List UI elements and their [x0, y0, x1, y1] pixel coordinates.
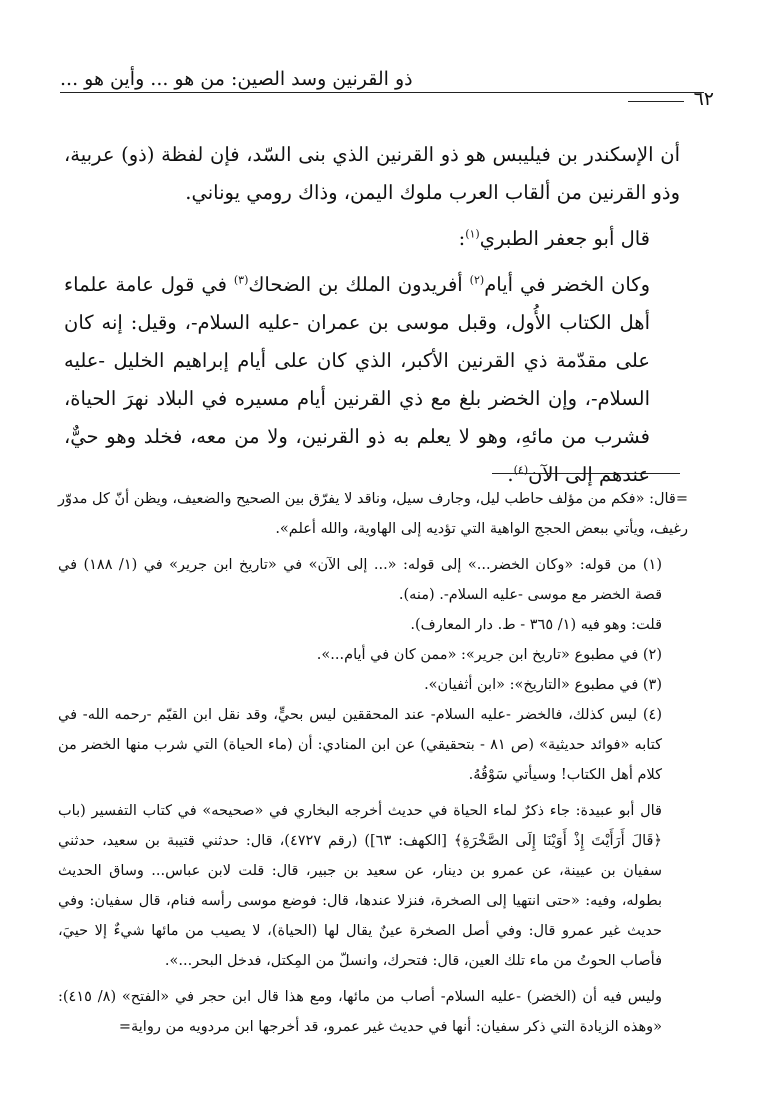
page-number-rule [628, 101, 684, 102]
footnotes [58, 484, 688, 1042]
paragraph-3-a: وكان الخضر في أيام [484, 273, 651, 296]
footnote-ref-4[interactable]: (٤) [513, 463, 529, 477]
footnote-continuation: =قال: «فكم من مؤلف حاطب ليل، وجارف سيل، وناقد لا يفرّق بين الصحيح والضعيف، ويظن أنّ كل مدوّر رغيف، ويأتي ببعض الحجج الواهية التي تؤديه إلى الهاوية، والله أعلم». [58, 491, 688, 537]
footnote-separator [492, 473, 680, 474]
paragraph-3-end: . [507, 463, 514, 486]
paragraph-3-c: في قول عامة علماء أهل الكتاب الأُول، وقبل موسى بن عمران -عليه السلام-، وقيل: إنه كان على مقدّمة ذي القرنين الأكبر، الذي كان على أيام إبراهيم الخليل -عليه السلام-، وإن الخضر بلغ مع ذي القرنين أيام مسيره في البلاد نهرَ الحياة، فشرب من مائهِ، وهو لا يعلم به ذو القرنين، ولا من معه، فخلد وهو حيٌّ، عندهم إلى الآن [64, 273, 650, 486]
footnote-2: (٢) في مطبوع «تاريخ ابن جرير»: «ممن كان في أيام...». [316, 647, 662, 663]
footnote-1: (١) من قوله: «وكان الخضر...» إلى قوله: «... إلى الآن» في «تاريخ ابن جرير» في (١/ ١٨٨) في قصة الخضر مع موسى -عليه السلام-. (منه). [58, 557, 662, 603]
footnote-ref-3[interactable]: (٣) [233, 273, 249, 287]
footnote-3: (٣) في مطبوع «التاريخ»: «ابن أثفيان». [424, 677, 662, 693]
page-number-row [628, 88, 714, 110]
paragraph-2 [64, 220, 680, 258]
footnote-abu-ubaida: قال أبو عبيدة: جاء ذكرٌ لماء الحياة في حديث أخرجه البخاري في «صحيحه» في كتاب التفسير (باب ﴿قَالَ أَرَأَيْتَ إِذْ أَوَيْنَا إِلَى الصَّخْرَةِ﴾ [الكهف: ٦٣]) (رقم ٤٧٢٧)، قال: حدثني قتيبة بن سعيد، حدثني سفيان بن عيينة، عن عمرو بن دينار، عن سعيد بن جبير، قال: قلت لابن عباس... وساق الحديث بطوله، وفيه: «حتى انتهيا إلى الصخرة، فنزلا عندها، قال: فوضع موسى رأسه فنام، قال سفيان: وفي حديث غير عمرو قال: وفي أصل الصخرة عينٌ يقال لها (الحياة)، لا يصيب من مائها شيءٌ إلا حييَ، فأصاب الحوتُ من ماء تلك العين، قال: فتحرك، وانسلّ من المِكتل، فدخل البحر...». [58, 803, 662, 969]
paragraph-2-end: : [458, 227, 466, 250]
footnote-1-note: قلت: وهو فيه (١/ ٣٦٥ - ط. دار المعارف). [410, 617, 662, 633]
main-text [64, 136, 680, 494]
page-number: ٦٢ [693, 88, 714, 110]
paragraph-3 [64, 266, 680, 494]
footnote-ref-1[interactable]: (١) [465, 227, 480, 241]
paragraph-2-text: قال أبو جعفر الطبري [479, 227, 650, 250]
footnote-last: وليس فيه أن (الخضر) -عليه السلام- أصاب من مائها، ومع هذا قال ابن حجر في «الفتح» (٨/ ٤١٥): «وهذه الزيادة التي ذكر سفيان: أنها في حديث غير عمرو، قد أخرجها ابن مردويه من رواية= [58, 989, 663, 1035]
footnote-ref-2[interactable]: (٢) [469, 273, 485, 287]
footnote-4: (٤) ليس كذلك، فالخضر -عليه السلام- عند المحققين ليس بحيٍّ، وقد نقل ابن القيّم -رحمه الله- في كتابه «فوائد حديثية» (ص ٨١ - بتحقيقي) عن ابن المنادي: أن (ماء الحياة) التي شرب منها الخضر من كلام أهل الكتاب! وسيأتي سَوْقُهُ. [58, 707, 662, 783]
running-header [60, 62, 704, 93]
paragraph-1: أن الإسكندر بن فيليبس هو ذو القرنين الذي بنى السّد، فإن لفظة (ذو) عربية، وذو القرنين من ألقاب العرب ملوك اليمن، وذاك رومي يوناني. [64, 143, 680, 204]
paragraph-3-b: أفريدون الملك بن الضحاك [248, 273, 470, 296]
running-title: ذو القرنين وسد الصين: من هو ... وأين هو ... [60, 68, 413, 90]
